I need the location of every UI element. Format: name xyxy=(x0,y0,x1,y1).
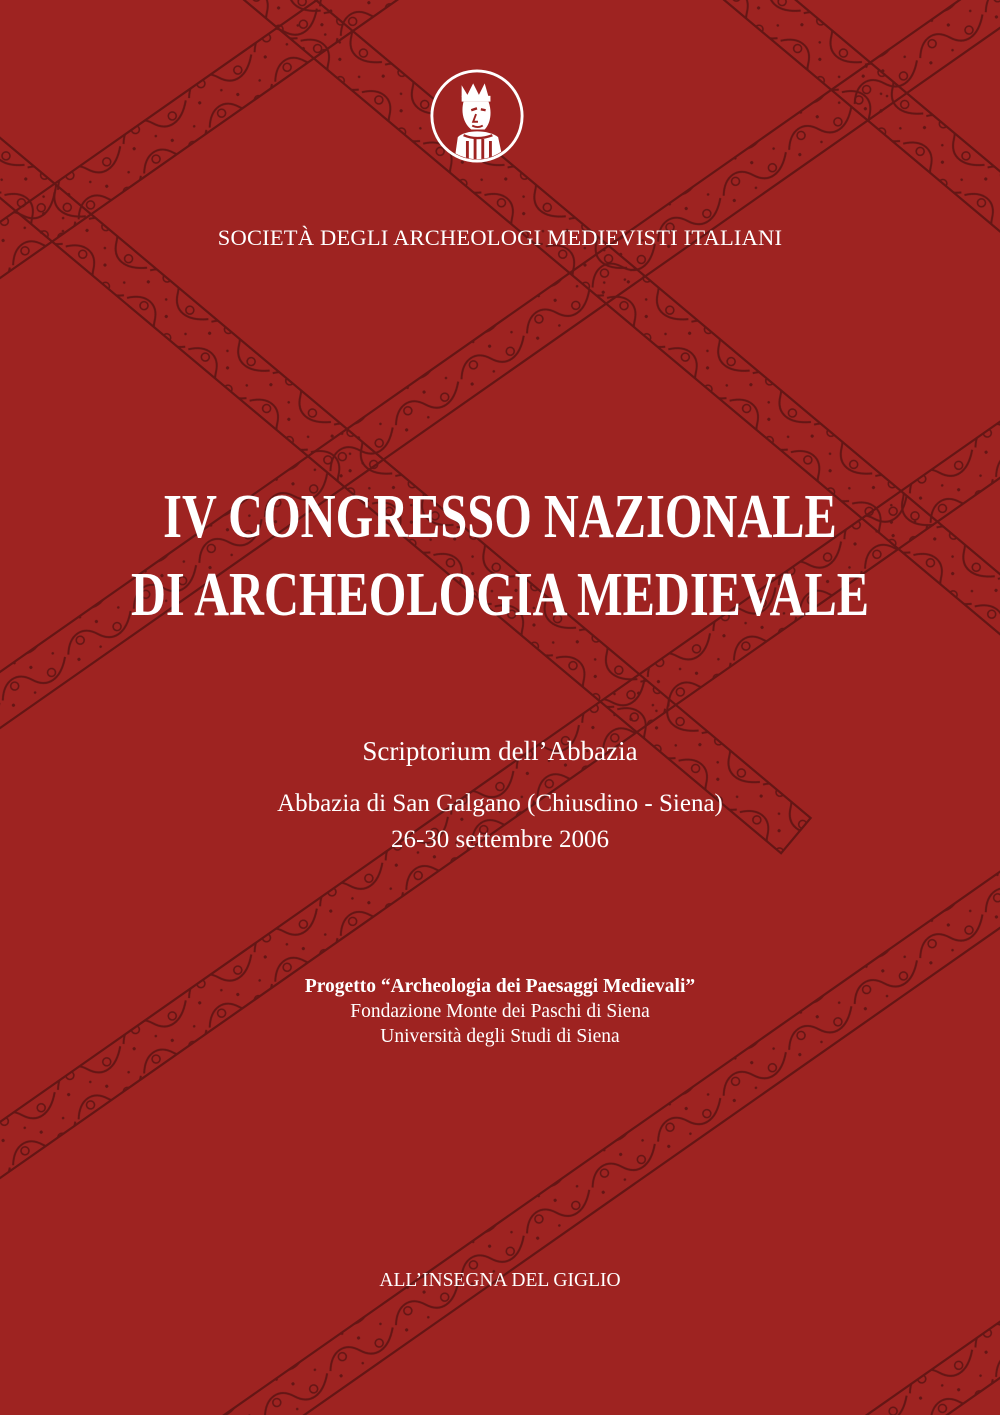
ornamental-band xyxy=(0,1286,1000,1415)
society-name: SOCIETÀ DEGLI ARCHEOLOGI MEDIEVISTI ITALIANI xyxy=(217,225,783,250)
crowned-king-head-medallion-icon xyxy=(429,68,525,164)
project-title: Progetto “Archeologia dei Paesaggi Medievali” xyxy=(304,976,696,997)
title-line-1: IV CONGRESSO NAZIONALE xyxy=(163,483,837,551)
venue-room: Scriptorium dell’Abbazia xyxy=(362,736,638,766)
ornamental-band xyxy=(0,836,1000,1415)
title-line-2: DI ARCHEOLOGIA MEDIEVALE xyxy=(130,561,870,629)
sponsor-line: Fondazione Monte dei Paschi di Siena xyxy=(350,1001,650,1022)
congress-title xyxy=(0,478,1000,634)
publisher-name: ALL’INSEGNA DEL GIGLIO xyxy=(379,1270,621,1291)
venue-place: Abbazia di San Galgano (Chiusdino - Siena) xyxy=(277,790,723,817)
congress-dates: 26-30 settembre 2006 xyxy=(390,826,609,853)
sponsor-line: Università degli Studi di Siena xyxy=(380,1026,620,1047)
